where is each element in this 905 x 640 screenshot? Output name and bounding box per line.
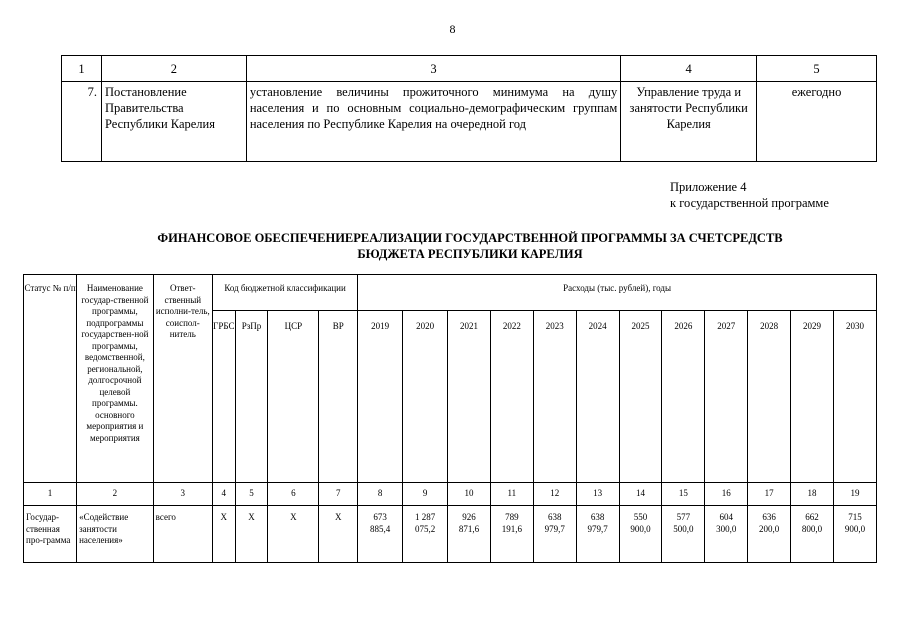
index-cell: 1: [24, 483, 77, 506]
finance-data-row: [24, 506, 877, 563]
header-year: 2028: [748, 311, 791, 483]
value-part: 638: [590, 512, 605, 522]
appendix-note: [670, 179, 829, 211]
title-line: ФИНАНСОВОЕ ОБЕСПЕЧЕНИЕРЕАЛИЗАЦИИ ГОСУДАРСТВЕННОЙ ПРОГРАММЫ ЗА СЧЕТСРЕДСТВ: [157, 231, 783, 245]
header-status: Статус № п/п: [24, 275, 77, 483]
value-part: 638: [547, 512, 562, 522]
index-cell: 7: [319, 483, 358, 506]
header-year: 2026: [662, 311, 705, 483]
finance-header-row: [24, 275, 877, 311]
header-code-col: ВР: [319, 311, 358, 483]
row-value-cell: [533, 506, 576, 563]
row-status: Государ-ственная про-грамма: [24, 506, 77, 563]
index-cell: 13: [576, 483, 619, 506]
measure-document: Постановление Правительства Республики Карелия: [101, 82, 246, 162]
header-expenses: Расходы (тыс. рублей), годы: [358, 275, 877, 311]
row-name: «Содействие занятости населения»: [77, 506, 154, 563]
row-value-cell: [576, 506, 619, 563]
value-part: 800,0: [801, 523, 823, 534]
header-year: 2025: [619, 311, 662, 483]
index-cell: 3: [153, 483, 212, 506]
row-code: Х: [268, 506, 319, 563]
index-cell: 14: [619, 483, 662, 506]
header-code-col: РзПр: [235, 311, 268, 483]
index-cell: 9: [403, 483, 448, 506]
row-value-cell: [748, 506, 791, 563]
value-part: 979,7: [544, 523, 565, 534]
measure-periodicity: ежегодно: [757, 82, 877, 162]
measures-header-cell: 4: [621, 56, 757, 82]
index-cell: 5: [235, 483, 268, 506]
measures-header-cell: 2: [101, 56, 246, 82]
value-part: 900,0: [844, 523, 866, 534]
header-code-col: ЦСР: [268, 311, 319, 483]
index-cell: 12: [533, 483, 576, 506]
value-part: 550: [633, 512, 648, 522]
measure-purpose: установление величины прожиточного минимума на душу населения и по основным социально-демографическим группам населения по Республике Карелия на очередной год: [246, 82, 620, 162]
header-year: 2020: [403, 311, 448, 483]
row-code: Х: [319, 506, 358, 563]
section-title: [90, 230, 850, 262]
value-part: 715: [848, 512, 862, 522]
row-value-cell: [705, 506, 748, 563]
header-year: 2030: [833, 311, 876, 483]
row-value-cell: [662, 506, 705, 563]
row-value-cell: [448, 506, 491, 563]
row-responsible: всего: [153, 506, 212, 563]
value-part: 075,2: [414, 523, 436, 534]
value-part: 1 287: [414, 512, 436, 522]
value-part: 636: [762, 512, 776, 522]
row-code: Х: [212, 506, 235, 563]
row-code: Х: [235, 506, 268, 563]
index-cell: 17: [748, 483, 791, 506]
row-value-cell: [791, 506, 834, 563]
index-cell: 19: [833, 483, 876, 506]
measures-header-cell: 5: [757, 56, 877, 82]
header-budget-code: Код бюджетной классификации: [212, 275, 357, 311]
page-number: 8: [449, 22, 456, 36]
finance-index-row: [24, 483, 877, 506]
measure-number: 7.: [62, 82, 102, 162]
header-name: Наименование государ-ственной программы, подпрограммы государствен-ной программы, ведомственной, региональной, долгосрочной целевой программы. основного мероприятия и мероприятия: [77, 275, 154, 483]
row-value-cell: [490, 506, 533, 563]
index-cell: 8: [358, 483, 403, 506]
row-value-cell: [403, 506, 448, 563]
measures-table: [61, 55, 877, 162]
index-cell: 2: [77, 483, 154, 506]
index-cell: 18: [791, 483, 834, 506]
header-responsible: Ответ-ственный исполни-тель, соиспол-нитель: [153, 275, 212, 483]
value-part: 926: [462, 512, 476, 522]
value-part: 500,0: [673, 523, 694, 534]
header-code-col: ГРБС: [212, 311, 235, 483]
value-part: 300,0: [716, 523, 737, 534]
header-year: 2021: [448, 311, 491, 483]
value-part: 604: [719, 512, 733, 522]
header-year: 2019: [358, 311, 403, 483]
row-value-cell: [358, 506, 403, 563]
value-part: 662: [805, 512, 819, 522]
measures-row: [62, 82, 877, 162]
header-year: 2027: [705, 311, 748, 483]
title-line: БЮДЖЕТА РЕСПУБЛИКИ КАРЕЛИЯ: [357, 247, 583, 261]
index-cell: 10: [448, 483, 491, 506]
value-part: 979,7: [587, 523, 608, 534]
index-cell: 16: [705, 483, 748, 506]
header-year: 2023: [533, 311, 576, 483]
measure-responsible: Управление труда и занятости Республики Карелия: [621, 82, 757, 162]
value-part: 900,0: [630, 523, 651, 534]
header-year: 2022: [490, 311, 533, 483]
header-year: 2029: [791, 311, 834, 483]
header-year: 2024: [576, 311, 619, 483]
appendix-line: к государственной программе: [670, 196, 829, 210]
value-part: 871,6: [458, 523, 480, 534]
value-part: 673: [373, 512, 387, 522]
measures-header-cell: 1: [62, 56, 102, 82]
value-part: 577: [676, 512, 691, 522]
index-cell: 6: [268, 483, 319, 506]
measures-header-row: [62, 56, 877, 82]
finance-table: [23, 274, 877, 563]
value-part: 789: [505, 512, 519, 522]
value-part: 191,6: [501, 523, 522, 534]
appendix-line: Приложение 4: [670, 180, 747, 194]
index-cell: 11: [490, 483, 533, 506]
row-value-cell: [619, 506, 662, 563]
row-value-cell: [833, 506, 876, 563]
index-cell: 15: [662, 483, 705, 506]
value-part: 885,4: [370, 523, 391, 534]
value-part: 200,0: [758, 523, 780, 534]
index-cell: 4: [212, 483, 235, 506]
measures-header-cell: 3: [246, 56, 620, 82]
